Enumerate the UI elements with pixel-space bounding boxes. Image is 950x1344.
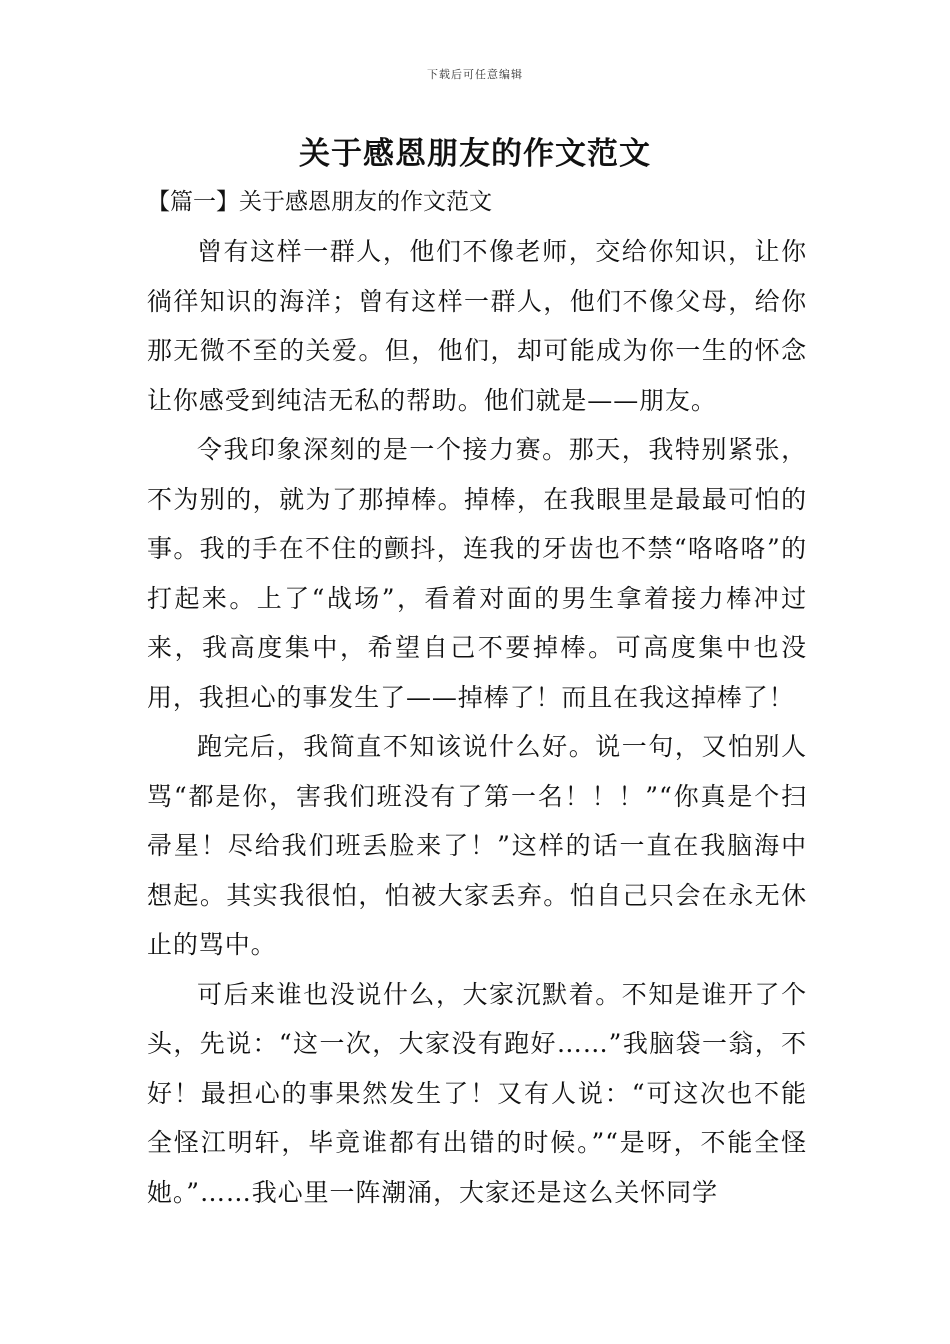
document-title: 关于感恩朋友的作文范文 bbox=[299, 136, 651, 172]
paragraph-1: 曾有这样一群人，他们不像老师，交给你知识，让你徜徉知识的海洋；曾有这样一群人，他们不像父母，给你那无微不至的关爱。但，他们，却可能成为你一生的怀念让你感受到纯洁无私的帮助。他们就是——朋友。 bbox=[147, 237, 807, 415]
article-body bbox=[147, 227, 807, 1217]
section-heading: 【篇一】关于感恩朋友的作文范文 bbox=[147, 189, 492, 215]
paragraph-4: 可后来谁也没说什么，大家沉默着。不知是谁开了个头，先说：“这一次，大家没有跑好……”我脑袋一翁，不好！最担心的事果然发生了！又有人说：“可这次也不能全怪江明轩，毕竟谁都有出错的时候。”“是呀，不能全怪她。”……我心里一阵潮涌，大家还是这么关怀同学 bbox=[147, 979, 807, 1207]
header-note: 下载后可任意编辑 bbox=[427, 68, 523, 81]
paragraph-2: 令我印象深刻的是一个接力赛。那天，我特别紧张，不为别的，就为了那掉棒。掉棒，在我眼里是最最可怕的事。我的手在不住的颤抖，连我的牙齿也不禁“咯咯咯”的打起来。上了“战场”，看着对面的男生拿着接力棒冲过来，我高度集中，希望自己不要掉棒。可高度集中也没用，我担心的事发生了——掉棒了！而且在我这掉棒了！ bbox=[147, 435, 807, 712]
paragraph-3: 跑完后，我简直不知该说什么好。说一句，又怕别人骂“都是你，害我们班没有了第一名！！！”“你真是个扫帚星！尽给我们班丢脸来了！”这样的话一直在我脑海中想起。其实我很怕，怕被大家丢弃。怕自己只会在永无休止的骂中。 bbox=[147, 732, 807, 959]
